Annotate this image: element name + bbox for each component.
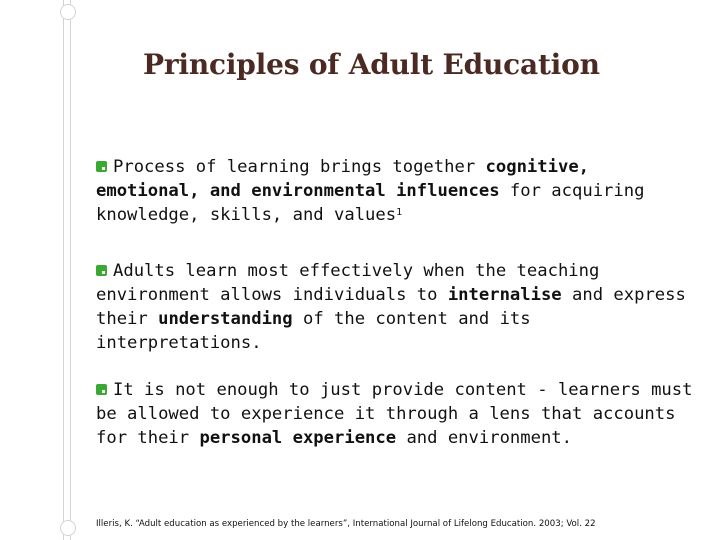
- bullet-emphasis: internalise: [447, 285, 562, 305]
- bullet-text: Adults learn most effectively when the teaching environment allows individuals to: [96, 261, 600, 305]
- bullet-text: of the content and its interpretations.: [96, 309, 531, 353]
- left-margin-line-inner: [70, 0, 71, 540]
- bullet-item-2: [96, 259, 701, 355]
- citation-footer: Illeris, K. “Adult education as experienced by the learners”, International Journal of Lifelong Education. 2003; Vol. 22: [96, 519, 596, 529]
- bullet-emphasis: cognitive, emotional, and environmental influences: [96, 157, 590, 201]
- green-square-bullet-icon: [96, 161, 107, 172]
- left-margin-line: [63, 0, 64, 540]
- bullet-item-1: [96, 155, 701, 227]
- bottom-ring-decoration: [60, 520, 76, 536]
- slide-title: Principles of Adult Education: [143, 48, 600, 81]
- green-square-bullet-icon: [96, 265, 107, 276]
- bullet-text: for acquiring knowledge, skills, and values: [96, 181, 645, 225]
- bullet-item-3: [96, 378, 701, 450]
- bullet-text: It is not enough to just provide content - learners must be allowed to experience it through a lens that accounts for their: [96, 380, 693, 448]
- top-ring-decoration: [60, 4, 76, 20]
- bullet-text: and environment.: [396, 428, 573, 448]
- footnote-marker: 1: [396, 207, 403, 218]
- bullet-text: Process of learning brings together: [113, 157, 486, 177]
- green-square-bullet-icon: [96, 384, 107, 395]
- bullet-text: and express their: [96, 285, 686, 329]
- bullet-emphasis: personal experience: [199, 428, 397, 448]
- bullet-emphasis: understanding: [158, 309, 293, 329]
